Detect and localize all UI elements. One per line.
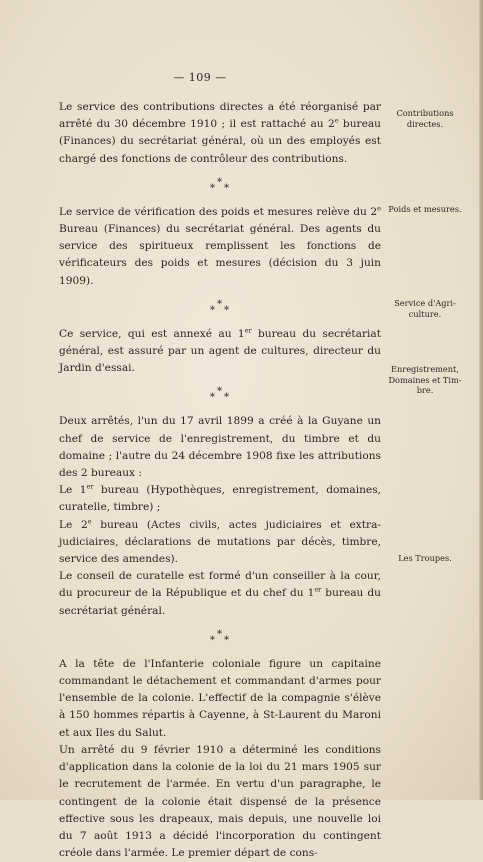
margin-note-line: Service d'Agri- [394, 298, 456, 308]
paragraph: Le conseil de curatelle est formé d'un conseiller à la cour, du procureur de la République et du chef du 1er bureau du secrétariat général. [59, 570, 381, 617]
section-contributions [59, 99, 381, 168]
asterism: * * * [210, 298, 229, 316]
paragraph: Le service des contributions directes a été réorganisé par arrêté du 30 décembre 1910 ; il est rattaché au 2e bureau (Finances) du secrétariat général, où un des employés est chargé des fonctions de contrôleur des contributions. [59, 101, 381, 165]
section-separator [59, 290, 381, 326]
paragraph: Le service de vérification des poids et mesures relève du 2e Bureau (Finances) du secrétariat général. Des agents du service des spiritueux remplissent les fonctions de vérificateurs des poids et mesures (décision du 3 juin 1909). [59, 204, 381, 287]
section-enregistrement [59, 413, 381, 619]
paragraph: Le 2e bureau (Actes civils, actes judiciaires et extra-judiciaires, déclarations de mutations par décès, timbre, service des amendes). [59, 517, 381, 566]
margin-note-line: Domaines et Tim- [388, 374, 462, 385]
asterism: * * * [210, 176, 229, 194]
margin-note-agriculture [384, 298, 466, 319]
margin-note-line: Poids et mesures. [388, 204, 462, 214]
margin-note-line: directes. [406, 118, 444, 129]
paragraph: A la tête de l'Infanterie coloniale figure un capitaine commandant le détachement et commandant d'armes pour l'ensemble de la colonie. L'effectif de la compagnie s'élève à 150 hommes répartis à Cayenne, à St-Laurent du Maroni et aux Iles du Salut. [59, 657, 381, 739]
page-number: — 109 — [173, 71, 227, 84]
paragraph: Un arrêté du 9 février 1910 a déterminé les conditions d'application dans la colonie de la loi du 21 mars 1905 sur le recrutement de l'armée. En vertu d'un paragraphe, le contingent de la colonie était dispensé de la présence effective sous les drapeaux, mais depuis, une nouvelle loi du 7 août 1913 a décidé l'incorporation du contingent créole dans l'armée. Le premier départ de cons- [59, 743, 381, 860]
margin-note-poids [384, 204, 466, 215]
margin-note-line: Contributions [396, 108, 454, 118]
margin-note-line: Les Troupes. [398, 553, 452, 563]
paragraph: Le 1er bureau (Hypothèques, enregistrement, domaines, curatelle, timbre) ; [59, 482, 381, 514]
asterism: * * * [210, 628, 229, 646]
margin-note-contributions [384, 108, 466, 129]
section-poids-mesures [59, 204, 381, 290]
section-agriculture [59, 326, 381, 378]
section-troupes [59, 656, 381, 862]
section-separator [59, 377, 381, 413]
asterism: * * * [210, 386, 229, 404]
paragraph: Deux arrêtés, l'un du 17 avril 1899 a créé à la Guyane un chef de service de l'enregistrement, du timbre et du domaine ; l'autre du 24 décembre 1908 fixe les attributions des 2 bureaux : [59, 415, 381, 480]
section-separator [59, 168, 381, 204]
main-text [59, 99, 381, 862]
paragraph: Ce service, qui est annexé au 1er bureau du secrétariat général, est assuré par un agent de cultures, directeur du Jardin d'essai. [59, 326, 381, 375]
section-separator [59, 620, 381, 656]
margin-note-troupes [384, 553, 466, 564]
margin-note-line: bre. [416, 385, 434, 395]
margin-note-line: Enregistrement, [391, 364, 459, 374]
margin-note-enregistrement [384, 364, 466, 396]
page-edge [479, 0, 483, 800]
margin-note-line: culture. [408, 308, 442, 319]
